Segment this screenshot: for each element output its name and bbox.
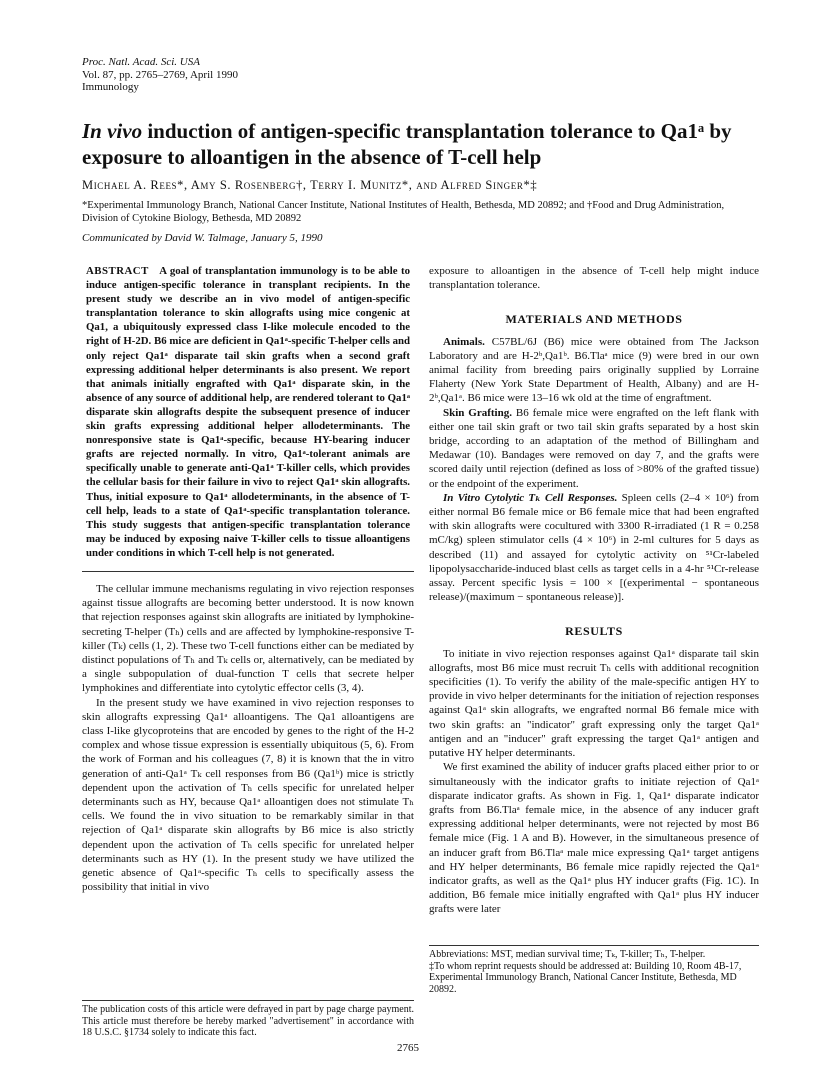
publication-footnote: The publication costs of this article were defrayed in part by page charge payment. This article must therefore be hereby marked "advertisement" in accordance with 18 U.S.C. §1734 solely to indicate this fact.: [82, 1000, 414, 1039]
abstract-label: ABSTRACT: [86, 265, 149, 277]
right-column: [429, 264, 759, 917]
results-paragraph: We first examined the ability of inducer grafts placed either prior to or simultaneously with the indicator grafts to initiate rejection of Qa1ᵃ disparate indicator grafts. As shown in Fig. 1, Qa1ᵃ disparate indicator grafts from B6.Tlaᵃ female mice, in the absence of any inducer graft expressing additional helper determinants, were not rejected by most B6 female mice (Fig. 1 A and B). However, in the simultaneous presence of an inducer graft from B6.Tlaᵃ male mice expressing Qa1ᵃ target antigens and HY helper determinants, B6 female mice rapidly rejected the Qa1ᵃ indicator grafts, as well as the Qa1ᵃ plus HY inducer grafts (Fig. 1C). In addition, B6 female mice initially engrafted with Qa1ᵃ plus HY inducer grafts were later: [429, 761, 759, 916]
methods-paragraph: [429, 335, 759, 406]
intro-paragraph: The cellular immune mechanisms regulating in vivo rejection responses against tissue allografts are becoming better understood. It is now known that rejection responses against skin allografts are initiated by lymphokine-secreting T-helper (Tₕ) cells and are affected by lymphokine-responsive T-killer (Tₖ) cells (1, 2). These two T-cell functions either can be mediated by distinct populations of Tₕ and Tₖ cells or, alternatively, can be mediated by a single subpopulation of dual-function T cells that secrete helper lymphokines and differentiate into cytolytic effector cells (3, 4).: [82, 582, 414, 695]
abstract-divider: [82, 571, 414, 572]
left-column: [82, 264, 414, 894]
intro-paragraph: In the present study we have examined in vivo rejection responses to skin allografts expressing Qa1ᵃ alloantigens. The Qa1 alloantigens are class I-like glycoproteins that are encoded by genes to the right of the H-2 complex and whose tissue expression is essentially ubiquitous (5, 6). From the work of Forman and his colleagues (7, 8) it is known that the in vitro generation of anti-Qa1ᵃ Tₖ cell responses from B6 (Qa1ᵇ) mice is strictly dependent upon the activation of Tₕ cells specific for unrelated helper determinants such as HY, because Qa1ᵃ alloantigen does not stimulate Tₕ cells. We found the in vivo situation to be remarkably similar in that rejection of Qa1ᵃ disparate skin allografts by B6 mice is also strictly dependent upon the activation of Tₕ cells specific for unrelated helper determinants such as HY (1). In the present study we have utilized the genetic absence of Qa1ᵃ-specific Tₕ cells to specifically assess the possibility that initial in vivo: [82, 696, 414, 894]
abstract: [82, 264, 414, 560]
title-rest: induction of antigen-specific transplantation tolerance to Qa1ᵃ by exposure to alloantigen in the absence of T-cell help: [82, 119, 732, 169]
skin-text: B6 female mice were engrafted on the left flank with either one tail skin graft or two tail skin grafts separated by a host skin bridge, according to an adaptation of the method of Billingham and Medawar (10). Bandages were removed on day 7, and the grafts were scored daily until rejection (defined as loss of >80% of the grafted tissue) or the endpoint of the experiment.: [429, 406, 759, 490]
journal-header: [82, 56, 238, 94]
abstract-text: A goal of transplantation immunology is to be able to induce antigen-specific tolerance in transplant recipients. In the present study we describe an in vivo model of antigen-specific transplantation tolerance to skin allografts using mice congenic at Qa1, a ubiquitously expressed class I-like molecule encoded to the right of H-2D. B6 mice are deficient in Qa1ᵃ-specific T-helper cells and only reject Qa1ᵃ disparate tail skin grafts when a second graft expressing additional helper determinants is also present. We report that animals initially engrafted with Qa1ᵃ disparate skin, in the absence of any source of additional help, are rendered tolerant to Qa1ᵃ disparate skin allografts despite the subsequent presence of inducer skin grafts expressing additional helper allodeterminants. The nonresponsive state is Qa1ᵃ-specific, because HY-bearing inducer grafts are rejected normally. In vitro, Qa1ᵃ-tolerant animals are specifically unable to generate anti-Qa1ᵃ T-killer cells, which provides the cellular basis for their failure in vivo to reject Qa1ᵃ skin allografts. Thus, initial exposure to Qa1ᵃ allodeterminants, in the absence of T-cell help, leads to a state of Qa1ᵃ-specific transplantation tolerance. This study suggests that antigen-specific transplantation tolerance may be induced by exposing naive T-killer cells to tissue alloantigens under conditions in which T-cell help is not generated.: [86, 265, 410, 559]
results-heading: RESULTS: [565, 624, 623, 639]
author-list: Michael A. Rees*, Amy S. Rosenberg†, Terry I. Munitz*, and Alfred Singer*‡: [82, 178, 538, 192]
journal-section: Immunology: [82, 81, 139, 93]
methods-heading: MATERIALS AND METHODS: [505, 312, 683, 327]
abbreviations-footnote: Abbreviations: MST, median survival time; Tₖ, T-killer; Tₕ, T-helper.: [429, 949, 706, 960]
methods-paragraph: [429, 491, 759, 605]
animals-text: C57BL/6J (B6) mice were obtained from The Jackson Laboratory and are H-2ᵇ,Qa1ᵇ. B6.Tlaᵃ mice (9) were bred in our own animal facility from breeding pairs originally supplied by Lorraine Flaherty (New York State Department of Health, Albany) and are H-2ᵇ,Qa1ᵃ. B6 mice were 13–16 wk old at the time of engraftment.: [429, 335, 759, 405]
affiliations: *Experimental Immunology Branch, National Cancer Institute, National Institutes of Health, Bethesda, MD 20892; and †Food and Drug Administration, Division of Cytokine Biology, Bethesda, MD 20892: [82, 200, 725, 224]
journal-volume: Vol. 87, pp. 2765–2769, April 1990: [82, 68, 238, 81]
invitro-text: Spleen cells (2–4 × 10⁶) from either normal B6 female mice or B6 female mice that had been engrafted with skin allografts were cocultured with 3300 R-irradiated (1 R = 0.258 mC/kg) spleen stimulator cells (4 × 10⁶) in 2-ml cultures for 5 days as described (11) and assayed for cytolytic activity on ⁵¹Cr-labeled lipopolysaccharide-induced blast cells as target cells in a 4-hr ⁵¹Cr-release assay. Percent specific lysis = 100 × [(experimental − spontaneous release)/(maximum − spontaneous release)].: [429, 491, 760, 604]
page-number: 2765: [397, 1042, 419, 1054]
right-footnotes: [429, 945, 759, 995]
methods-paragraph: [429, 406, 759, 491]
journal-name: Proc. Natl. Acad. Sci. USA: [82, 56, 200, 68]
communicated-by: Communicated by David W. Talmage, January 5, 1990: [82, 232, 323, 244]
reprint-footnote: ‡To whom reprint requests should be addressed at: Building 10, Room 4B-17, Experimental Immunology Branch, National Cancer Institute, Bethesda, MD 20892.: [429, 960, 742, 995]
skin-runhead: Skin Grafting.: [443, 406, 512, 419]
invitro-runhead: In Vitro Cytolytic Tₖ Cell Responses.: [443, 491, 618, 504]
intro-continuation: exposure to alloantigen in the absence of T-cell help might induce transplantation tolerance.: [429, 265, 759, 292]
results-paragraph: To initiate in vivo rejection responses against Qa1ᵃ disparate tail skin allografts, most B6 mice must recruit Tₕ cells with additional recognition specificities (1). To verify the ability of the male-specific antigen HY to provide in vivo helper determinants for the initiation of rejection responses against Qa1ᵃ skin allografts, we engrafted normal B6 female mice with two skin grafts: an "indicator" graft expressing only the target Qa1ᵃ antigen and an "inducer" graft expressing the target Qa1ᵃ antigen and putative HY helper determinants.: [429, 647, 759, 760]
article-title: [82, 118, 762, 170]
title-lead: In vivo: [82, 119, 143, 143]
animals-runhead: Animals.: [443, 335, 485, 348]
